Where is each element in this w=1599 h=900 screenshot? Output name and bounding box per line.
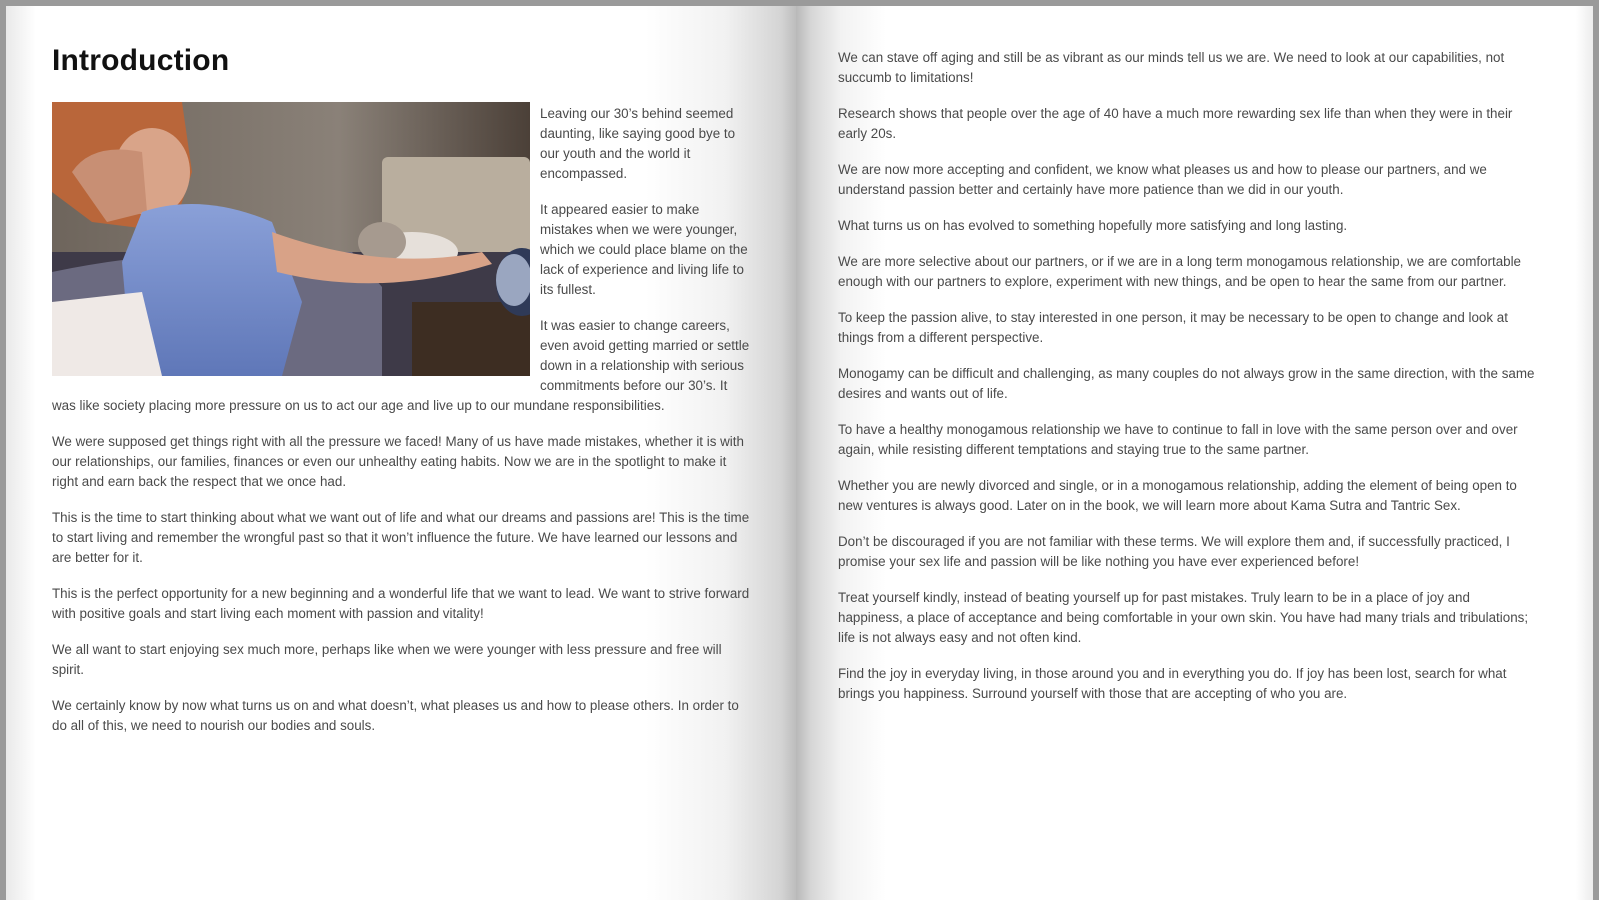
paragraph: This is the time to start thinking about what we want out of life and what our dreams and passions are! This is the time to start living and remember the wrongful past so that it won’t influence the future. We have learned our lessons and are better for it. (52, 510, 750, 565)
paragraph: We were supposed get things right with all the pressure we faced! Many of us have made mistakes, whether it is with our relationships, our families, finances or even our unhealthy eating habits. Now we are in the spotlight to make it right and earn back the respect that we once had. (52, 434, 744, 489)
paragraph: We can stave off aging and still be as vibrant as our minds tell us we are. We need to look at our capabilities, not succumb to limitations! (838, 50, 1505, 85)
paragraph: Leaving our 30’s behind seemed daunting, like saying good bye to our youth and the world it encompassed. (540, 106, 736, 181)
left-page-body (52, 104, 752, 752)
paragraph: Monogamy can be difficult and challenging, as many couples do not always grow in the same direction, with the same desires and wants out of life. (838, 366, 1535, 401)
paragraph: This is the perfect opportunity for a new beginning and a wonderful life that we want to lead. We want to strive forward with positive goals and start living each moment with passion and vitality! (52, 586, 750, 621)
paragraph: We are now more accepting and confident, we know what pleases us and how to please our partners, and we understand passion better and certainly have more patience than we did in our youth. (838, 162, 1487, 197)
paragraph: Find the joy in everyday living, in those around you and in everything you do. If joy has been lost, search for what brings you happiness. Surround yourself with those that are accepting of who you are. (838, 666, 1507, 701)
paragraph: To have a healthy monogamous relationship we have to continue to fall in love with the same person over and over again, while resisting different temptations and staying true to the same partner. (838, 422, 1518, 457)
paragraph: We all want to start enjoying sex much more, perhaps like when we were younger with less pressure and free will spirit. (52, 642, 722, 677)
paragraph: Don’t be discouraged if you are not familiar with these terms. We will explore them and, if successfully practiced, I promise your sex life and passion will be like nothing you have ever experienced before! (838, 534, 1510, 569)
paragraph: We are more selective about our partners, or if we are in a long term monogamous relationship, we are comfortable enough with our partners to explore, experiment with new things, and be open to hear the same from our partner. (838, 254, 1522, 289)
left-page (6, 6, 796, 900)
paragraph: It appeared easier to make mistakes when we were younger, which we could place blame on the lack of experience and living life to its fullest. (540, 202, 748, 297)
paragraph: Treat yourself kindly, instead of beating yourself up for past mistakes. Truly learn to be in a place of joy and happiness, a place of acceptance and being comfortable in your own skin. You have had many trials and tribulations; life is not always easy and not often kind. (838, 590, 1529, 645)
paragraph: Whether you are newly divorced and single, or in a monogamous relationship, adding the element of being open to new ventures is always good. Later on in the book, we will learn more about Kama Sutra and Tantric Sex. (838, 478, 1517, 513)
right-page (796, 6, 1593, 900)
paragraph: To keep the passion alive, to stay interested in one person, it may be necessary to be open to change and look at things from a different perspective. (838, 310, 1508, 345)
paragraph: Research shows that people over the age of 40 have a much more rewarding sex life than when they were in their early 20s. (838, 106, 1513, 141)
paragraph: What turns us on has evolved to something hopefully more satisfying and long lasting. (838, 218, 1348, 233)
right-page-body (838, 48, 1536, 720)
page-title: Introduction (52, 44, 230, 77)
paragraph: It was easier to change careers, even avoid getting married or settle down in a relationship with serious commitments before our 30’s. It was like society placing more pressure on us to act our age and live up to our mundane responsibilities. (52, 318, 750, 413)
paragraph: We certainly know by now what turns us on and what doesn’t, what pleases us and how to please others. In order to do all of this, we need to nourish our bodies and souls. (52, 698, 739, 733)
photo-float-spacer (52, 104, 540, 382)
